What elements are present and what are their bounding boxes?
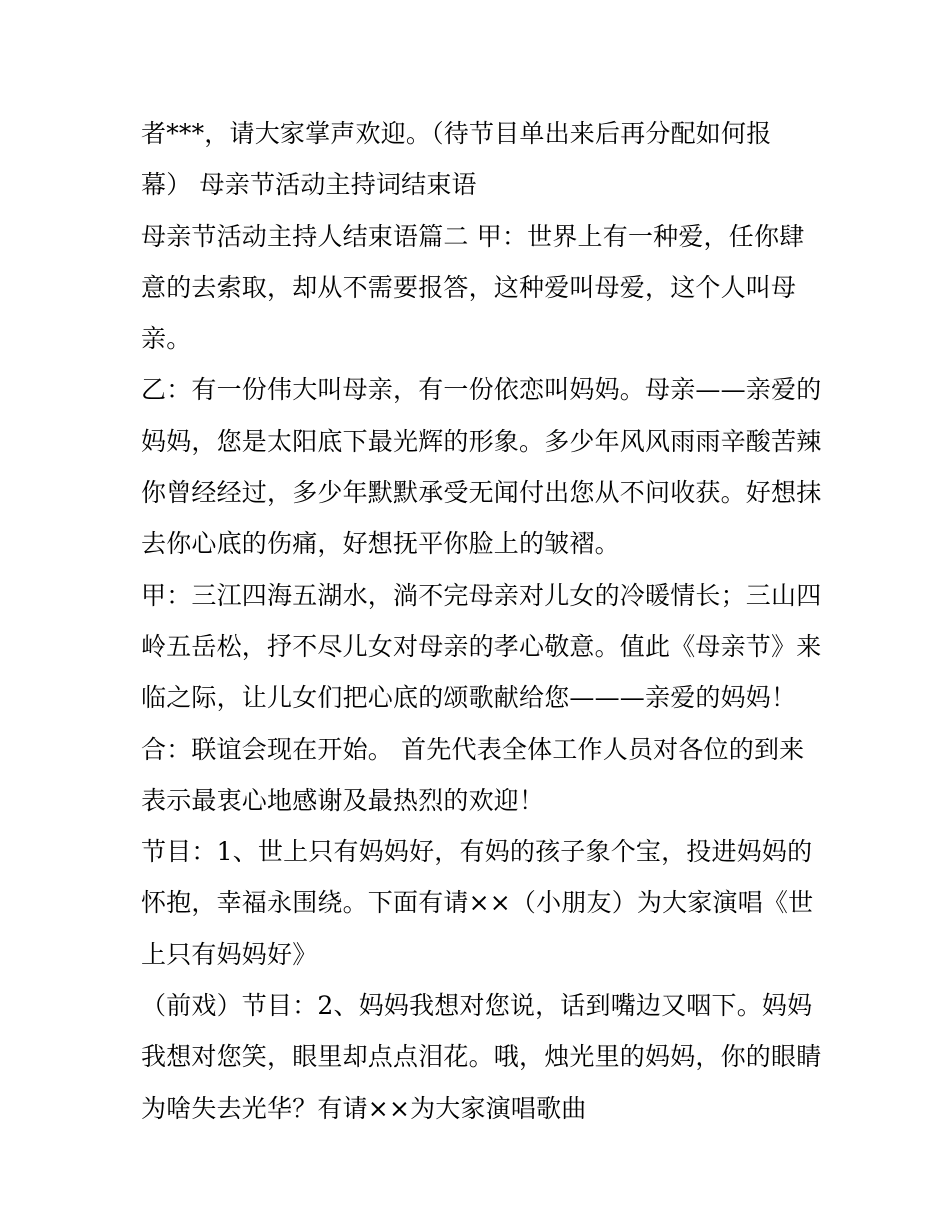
text-line-9: 去你心底的伤痛，好想抚平你脸上的皱褶。	[141, 529, 620, 559]
text-line-14: 表示最衷心地感谢及最热烈的欢迎！	[141, 785, 545, 815]
text-line-13: 合：联谊会现在开始。 首先代表全体工作人员对各位的到来	[141, 734, 805, 764]
text-line-8: 你曾经经过，多少年默默承受无闻付出您从不问收获。好想抹	[141, 478, 822, 508]
text-line-18: （前戏）节目：2、妈妈我想对您说，话到嘴边又咽下。妈妈	[141, 991, 813, 1021]
text-line-6: 乙：有一份伟大叫母亲，有一份依恋叫妈妈。母亲——亲爱的	[141, 375, 822, 405]
document-text-body	[141, 108, 841, 1134]
text-line-16: 怀抱，幸福永围绕。下面有请××（小朋友）为大家演唱《世	[141, 888, 814, 918]
text-line-17: 上只有妈妈好》	[141, 939, 318, 969]
text-line-3: 母亲节活动主持人结束语篇二 甲：世界上有一种爱，任你肆	[141, 221, 805, 251]
text-line-19: 我想对您笑，眼里却点点泪花。哦，烛光里的妈妈，你的眼睛	[141, 1042, 822, 1072]
text-line-15: 节目：1、世上只有妈妈好，有妈的孩子象个宝，投进妈妈的	[141, 837, 813, 867]
text-line-1: 者***，请大家掌声欢迎。（待节目单出来后再分配如何报	[141, 119, 772, 148]
text-line-5: 亲。	[141, 324, 192, 354]
text-line-7: 妈妈，您是太阳底下最光辉的形象。多少年风风雨雨辛酸苦辣	[141, 426, 822, 456]
text-line-11: 岭五岳松，抒不尽儿女对母亲的孝心敬意。值此《母亲节》来	[141, 631, 822, 661]
text-line-20: 为啥失去光华？有请××为大家演唱歌曲	[141, 1093, 587, 1123]
text-line-10: 甲：三江四海五湖水，淌不完母亲对儿女的冷暖情长；三山四	[141, 580, 822, 610]
text-line-12: 临之际，让儿女们把心底的颂歌献给您———亲爱的妈妈！	[141, 683, 797, 713]
text-line-4: 意的去索取，却从不需要报答，这种爱叫母爱，这个人叫母	[141, 272, 797, 302]
text-line-2: 幕） 母亲节活动主持词结束语	[141, 170, 477, 200]
